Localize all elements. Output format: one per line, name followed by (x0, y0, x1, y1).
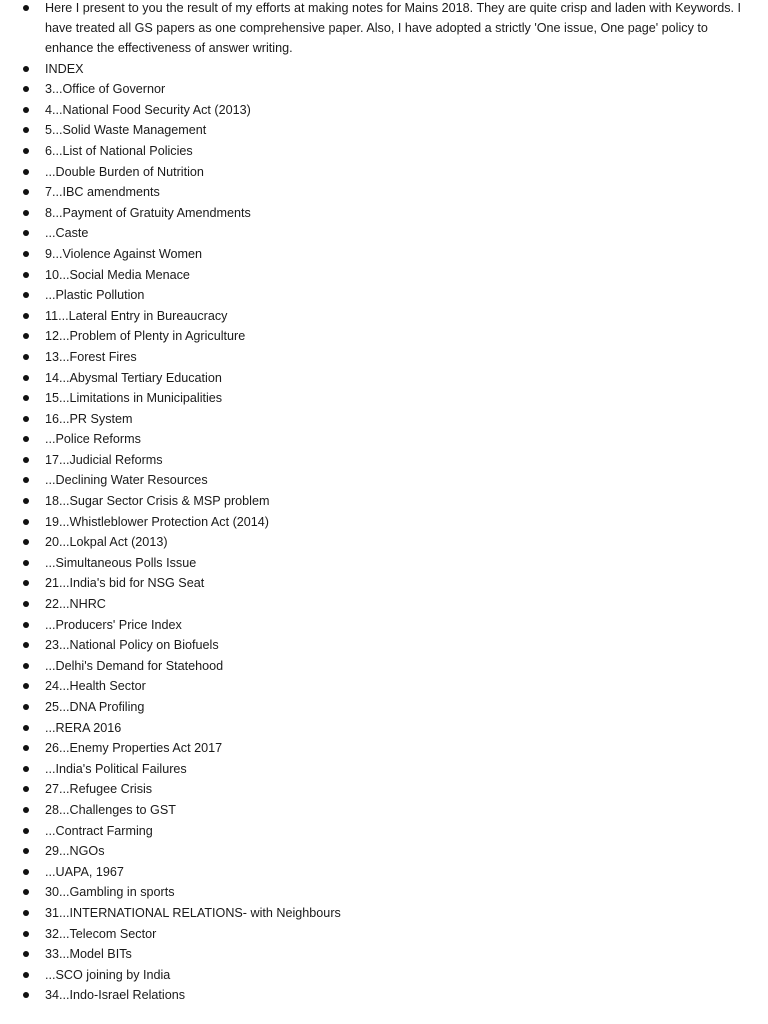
list-item-text: ...Contract Farming (45, 823, 153, 838)
list-item (0, 368, 758, 389)
bullet-icon (23, 910, 29, 916)
bullet-icon (23, 148, 29, 154)
bullet-icon (23, 642, 29, 648)
list-item (0, 429, 758, 450)
list-item-text: 31...INTERNATIONAL RELATIONS- with Neighbours (45, 905, 341, 920)
bullet-icon (23, 951, 29, 957)
bullet-icon (23, 519, 29, 525)
list-item-text: 20...Lokpal Act (2013) (45, 535, 168, 550)
list-item (0, 347, 758, 368)
bullet-icon (23, 766, 29, 772)
list-item (0, 162, 758, 183)
bullet-icon (23, 416, 29, 422)
bullet-icon (23, 66, 29, 72)
list-item-text: ...Double Burden of Nutrition (45, 164, 204, 179)
bullet-icon (23, 313, 29, 319)
list-item-text: 4...National Food Security Act (2013) (45, 102, 251, 117)
bullet-icon (23, 477, 29, 483)
bullet-icon (23, 333, 29, 339)
list-item (0, 985, 758, 1006)
list-item-text: 23...National Policy on Biofuels (45, 638, 219, 653)
bullet-icon (23, 931, 29, 937)
list-item-text: ...Caste (45, 226, 89, 241)
list-item (0, 79, 758, 100)
list-item (0, 223, 758, 244)
list-item-text: 12...Problem of Plenty in Agriculture (45, 329, 246, 344)
bullet-icon (23, 210, 29, 216)
list-item (0, 409, 758, 430)
list-item (0, 326, 758, 347)
intro-paragraph (0, 0, 758, 59)
list-item-text: 7...IBC amendments (45, 185, 160, 200)
list-item-text: ...Delhi's Demand for Statehood (45, 658, 224, 673)
list-item-text: 3...Office of Governor (45, 82, 166, 97)
list-item (0, 594, 758, 615)
bullet-icon (23, 107, 29, 113)
bullet-icon (23, 972, 29, 978)
list-item-text: 30...Gambling in sports (45, 885, 175, 900)
bullet-icon (23, 745, 29, 751)
list-item (0, 306, 758, 327)
list-item-text: 13...Forest Fires (45, 349, 137, 364)
bullet-icon (23, 127, 29, 133)
list-item (0, 615, 758, 636)
bullet-icon (23, 169, 29, 175)
bullet-icon (23, 704, 29, 710)
bullet-icon (23, 601, 29, 607)
list-item-text: 22...NHRC (45, 597, 106, 612)
list-item (0, 779, 758, 800)
list-item-text: 8...Payment of Gratuity Amendments (45, 205, 251, 220)
list-item (0, 718, 758, 739)
list-item-text: ...Declining Water Resources (45, 473, 208, 488)
list-item (0, 120, 758, 141)
list-item (0, 841, 758, 862)
bullet-icon (23, 580, 29, 586)
list-item-text: 33...Model BITs (45, 947, 132, 962)
list-item-text: 16...PR System (45, 411, 133, 426)
list-item-text: ...India's Political Failures (45, 761, 187, 776)
list-item-text: 25...DNA Profiling (45, 700, 145, 715)
list-item (0, 738, 758, 759)
bullet-icon (23, 848, 29, 854)
bullet-icon (23, 539, 29, 545)
bullet-icon (23, 395, 29, 401)
list-item-text: INDEX (45, 61, 84, 76)
list-item-text: 9...Violence Against Women (45, 246, 203, 261)
bullet-icon (23, 436, 29, 442)
bullet-icon (23, 786, 29, 792)
list-item-text: ...UAPA, 1967 (45, 864, 124, 879)
list-item-text: 29...NGOs (45, 844, 105, 859)
bullet-icon (23, 807, 29, 813)
list-item (0, 656, 758, 677)
list-item-text: 11...Lateral Entry in Bureaucracy (45, 308, 228, 323)
list-item (0, 265, 758, 286)
bullet-icon (23, 86, 29, 92)
list-item-text: 27...Refugee Crisis (45, 782, 153, 797)
list-item (0, 182, 758, 203)
list-item (0, 388, 758, 409)
bullet-icon (23, 272, 29, 278)
bullet-icon (23, 292, 29, 298)
list-item-text: ...RERA 2016 (45, 720, 122, 735)
bullet-icon (23, 375, 29, 381)
bullet-icon (23, 725, 29, 731)
list-item (0, 882, 758, 903)
bullet-icon (23, 5, 29, 11)
list-item-text: 26...Enemy Properties Act 2017 (45, 741, 223, 756)
list-item-text: 14...Abysmal Tertiary Education (45, 370, 222, 385)
list-item-text: 5...Solid Waste Management (45, 123, 207, 138)
list-item (0, 965, 758, 986)
list-item-text: 17...Judicial Reforms (45, 452, 163, 467)
bullet-icon (23, 457, 29, 463)
bullet-icon (23, 992, 29, 998)
list-item-text: ...Police Reforms (45, 432, 141, 447)
list-item-text: 18...Sugar Sector Crisis & MSP problem (45, 494, 270, 509)
list-item (0, 450, 758, 471)
bullet-icon (23, 189, 29, 195)
list-item-text: 34...Indo-Israel Relations (45, 988, 186, 1003)
list-item (0, 491, 758, 512)
intro-text: Here I present to you the result of my efforts at making notes for Mains 2018. They are quite crisp and laden with Keywords. I have treated all GS papers as one comprehensive paper. Also, I have adopted a strictly 'One issue, One page' policy to enhance the effectiveness of answer writing. (45, 1, 742, 56)
index-heading (0, 59, 758, 80)
list-item (0, 903, 758, 924)
list-item (0, 676, 758, 697)
list-item (0, 944, 758, 965)
list-item (0, 141, 758, 162)
list-item-text: 24...Health Sector (45, 679, 146, 694)
list-item-text: ...Producers' Price Index (45, 617, 182, 632)
list-item (0, 532, 758, 553)
list-item (0, 203, 758, 224)
list-item (0, 800, 758, 821)
list-item (0, 862, 758, 883)
list-item (0, 635, 758, 656)
list-item (0, 924, 758, 945)
bullet-icon (23, 889, 29, 895)
list-item-text: 6...List of National Policies (45, 143, 193, 158)
list-item (0, 759, 758, 780)
list-item-text: 32...Telecom Sector (45, 926, 157, 941)
bullet-icon (23, 869, 29, 875)
list-item-text: ...Plastic Pollution (45, 288, 145, 303)
list-item (0, 553, 758, 574)
list-item (0, 573, 758, 594)
list-item-text: 19...Whistleblower Protection Act (2014) (45, 514, 269, 529)
bullet-icon (23, 663, 29, 669)
bullet-icon (23, 622, 29, 628)
bullet-icon (23, 498, 29, 504)
bullet-icon (23, 560, 29, 566)
list-item (0, 100, 758, 121)
list-item-text: 15...Limitations in Municipalities (45, 391, 223, 406)
list-item-text: ...Simultaneous Polls Issue (45, 555, 197, 570)
list-item (0, 244, 758, 265)
list-item-text: 21...India's bid for NSG Seat (45, 576, 205, 591)
bullet-icon (23, 251, 29, 257)
list-item-text: 28...Challenges to GST (45, 802, 176, 817)
list-item-text: ...SCO joining by India (45, 967, 171, 982)
bullet-icon (23, 828, 29, 834)
bullet-icon (23, 230, 29, 236)
list-item (0, 285, 758, 306)
bullet-icon (23, 683, 29, 689)
bullet-icon (23, 354, 29, 360)
list-item-text: 10...Social Media Menace (45, 267, 190, 282)
list-item (0, 821, 758, 842)
list-item (0, 470, 758, 491)
list-item (0, 512, 758, 533)
list-item (0, 697, 758, 718)
